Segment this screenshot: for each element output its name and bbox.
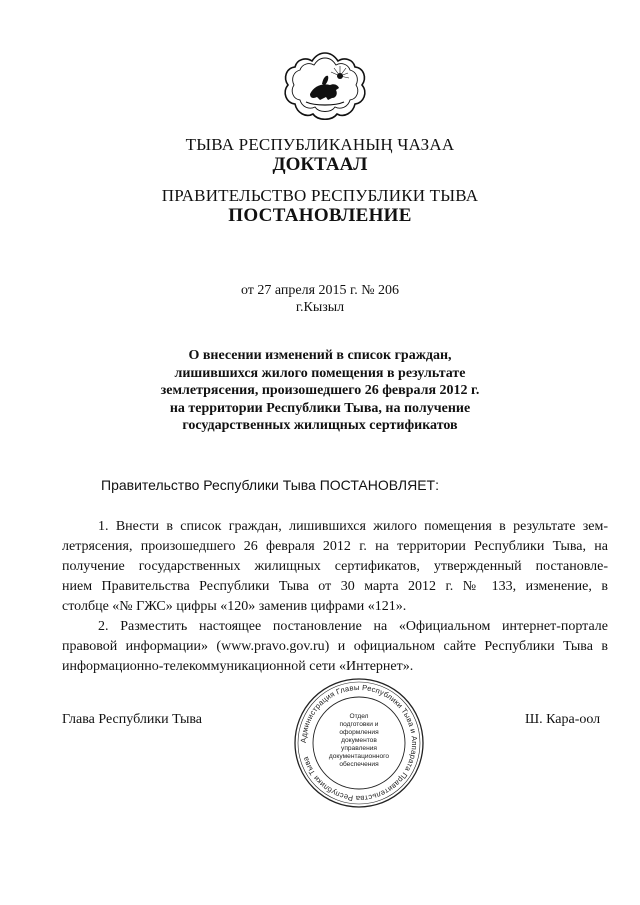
title-line: на территории Республики Тыва, на получение [169, 400, 471, 416]
paragraph-1-line: нием Правительства Республики Тыва от 30 марта 2012 г. № 133, изменение, в [62, 579, 608, 594]
tuva-emblem-icon [282, 50, 368, 124]
paragraph-2-line: информационно-телекоммуникационной сети «Интернет». [62, 659, 414, 674]
stamp-inner-text [322, 713, 396, 769]
title-line: государственных жилищных сертификатов [182, 418, 458, 433]
stamp-line: обеспечения [339, 761, 379, 768]
paragraph-2-line: 2. Разместить настоящее постановление на «Официальном интернет-портале [98, 619, 608, 634]
signatory-position: Глава Республики Тыва [62, 712, 203, 727]
document-body [62, 517, 608, 677]
paragraph-1-line: столбце «№ ГЖС» цифры «120» заменив цифрами «121». [62, 599, 407, 614]
russian-government-name: ПРАВИТЕЛЬСТВО РЕСПУБЛИКИ ТЫВА [161, 186, 479, 205]
preamble: Правительство Республики Тыва ПОСТАНОВЛЯЕТ: [101, 477, 439, 493]
stamp-line: Отдел [349, 713, 369, 720]
paragraph-1-line: 1. Внести в список граждан, лишившихся жилого помещения в результате зем- [98, 519, 608, 534]
title-line: О внесении изменений в список граждан, [188, 348, 452, 363]
paragraph-1-line: летрясения, произошедшего 26 февраля 2012 г. на территории Республики Тыва, на [62, 539, 608, 554]
title-line: лишившихся жилого помещения в результате [174, 365, 466, 381]
tuvan-document-type: ДОКТААЛ [272, 154, 368, 175]
city: г.Кызыл [295, 300, 345, 315]
tuvan-government-name: ТЫВА РЕСПУБЛИКАНЫҢ ЧАЗАА [185, 135, 455, 154]
stamp-line: документационного [328, 753, 390, 760]
stamp-line: управления [341, 745, 377, 752]
document-title [140, 347, 500, 435]
paragraph-1-line: получение государственных жилищных сертификатов, утвержденный постановле- [62, 559, 608, 574]
title-line: землетрясения, произошедшего 26 февраля 2012 г. [160, 383, 480, 398]
stamp-line: оформления документов [339, 729, 379, 744]
stamp-line: подготовки и [339, 721, 379, 728]
svg-text:Администрация Главы Республики: Администрация Главы Республики Тыва и Аппарата Правительства Республики Тыва [298, 682, 420, 804]
date-and-number: от 27 апреля 2015 г. № 206 [240, 283, 400, 298]
paragraph-2-line: правовой информации» (www.pravo.gov.ru) и официальном сайте Республики Тыва в [62, 639, 608, 654]
russian-document-type: ПОСТАНОВЛЕНИЕ [228, 205, 412, 226]
signatory-name: Ш. Кара-оол [525, 712, 601, 727]
